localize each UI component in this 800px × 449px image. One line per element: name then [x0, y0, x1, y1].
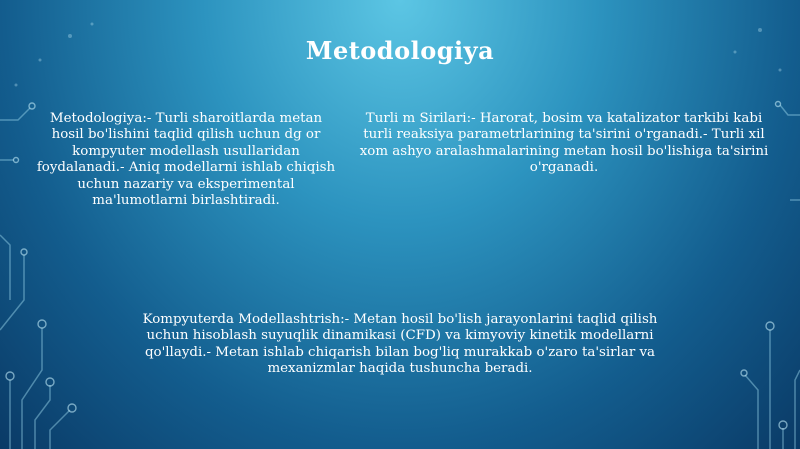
computer-modeling-text: Kompyuterda Modellashtrish:- Metan hosil bo'lish jarayonlarini taqlid qilish uchun hisoblash suyuqlik dinamikasi (CFD) va kimyoviy kinetik modellarni qo'llaydi.- Metan ishlab chiqarish bilan bog'liq murakkab o'zaro ta'sirlar va mexanizmlar haqida tushuncha beradi. — [142, 312, 658, 377]
methodology-text: Metodologiya:- Turli sharoitlarda metan hosil bo'lishini taqlid qilish uchun dg or kompyuter modellash usullaridan foydalanadi.- Aniq modellarni ishlab chiqish uchun nazariy va eksperimental ma'lumotlarni birlashtiradi. — [36, 111, 336, 209]
factors-text: Turli m Sirilari:- Harorat, bosim va katalizator tarkibi kabi turli reaksiya parametrlarining ta'sirini o'rganadi.- Turli xil xom ashyo aralashmalarining metan hosil bo'lishiga ta'sirini o'rganadi. — [359, 111, 769, 176]
slide-title: Metodologiya — [305, 36, 495, 65]
